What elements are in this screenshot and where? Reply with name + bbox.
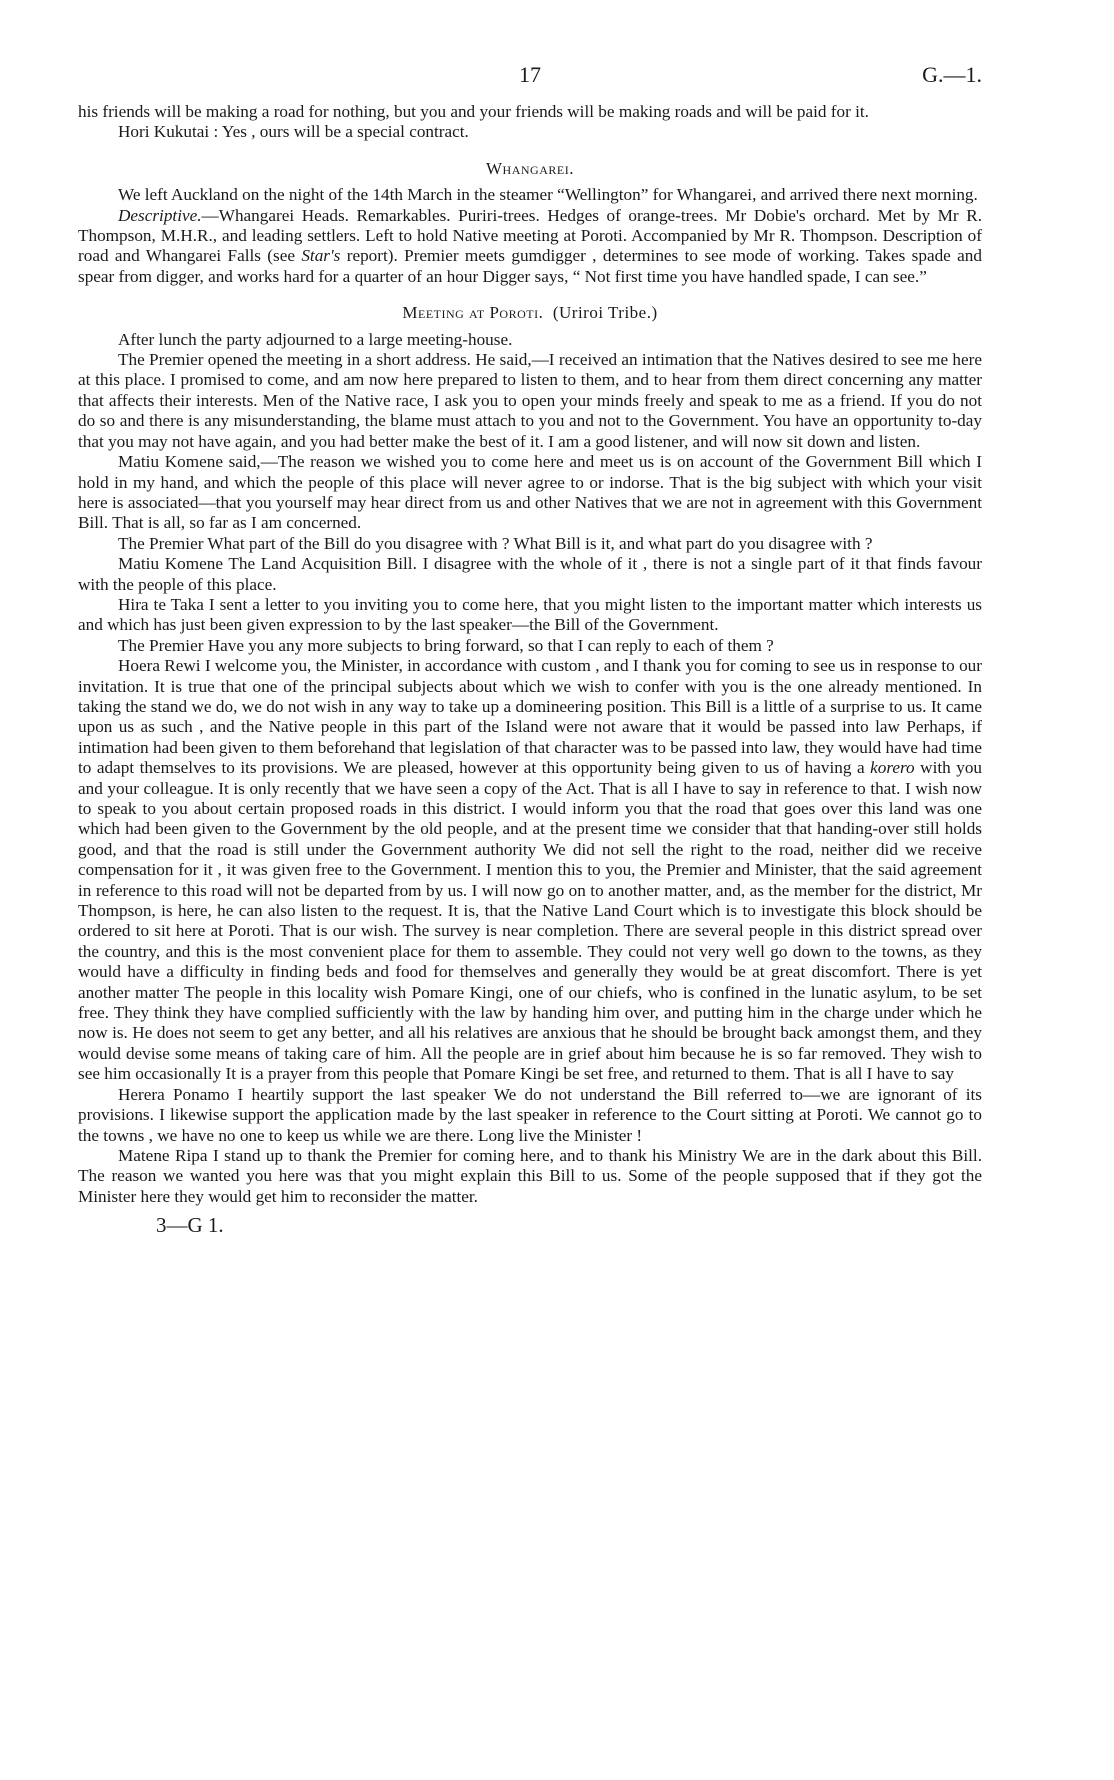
page-header: [78, 62, 982, 102]
descriptive-text-a: —Whangarei Heads. Remarkables. Puriri-trees. Hedges of orange-trees. Mr Dobie's orchard. Met by Mr R. Thompson, M.H.R., and leading settlers. Left to hold Native meeting at Poroti. Accompanied by Mr R. Thompson. Description of road and Whangarei Falls (see: [78, 205, 982, 266]
section-heading-whangarei: Whangarei.: [486, 158, 574, 178]
document-page: [78, 62, 982, 1238]
paragraph-premier-question: The Premier What part of the Bill do you disagree with ? What Bill is it, and what part do you disagree with ?: [118, 533, 873, 553]
descriptive-label: Descriptive.: [118, 205, 202, 225]
korero-word: korero: [870, 758, 915, 778]
paragraph-herera-ponamo: Herera Ponamo I heartily support the last speaker We do not understand the Bill referred to—we are ignorant of its provisions. I likewise support the application made by the last speaker in reference to the Court sitting at Poroti. We cannot go to the towns , we have no one to keep us while we are there. Long live the Minister !: [78, 1084, 982, 1145]
paragraph-continuation: his friends will be making a road for nothing, but you and your friends will be making roads and will be paid for it.: [78, 102, 869, 121]
paragraph-departure: We left Auckland on the night of the 14th March in the steamer “Wellington” for Whangarei, and arrived there next morning.: [118, 185, 978, 205]
paragraph-premier-address: The Premier opened the meeting in a short address. He said,—I received an intimation that the Natives desired to see me here at this place. I promised to come, and am now here prepared to listen to them, and to hear from them direct concerning any matter that affects their interests. Men of the Native race, I ask you to open your minds freely and speak to me as a friend. If you do not do so and there is any misunderstanding, the blame must attach to you and not to the Government. You have an opportunity to-day that you may not have again, and you had better make the best of it. I am a good listener, and will now sit down and listen.: [78, 350, 982, 451]
document-reference: G.—1.: [922, 62, 982, 87]
paragraph-hoera-rewi: [78, 656, 982, 1085]
paragraph-hira-te-taka: Hira te Taka I sent a letter to you inviting you to come here, that you might listen to the important matter which interests us and which has just been given expression to by the last speaker—the Bill of the Government.: [78, 594, 982, 635]
meeting-title: Meeting at Poroti.: [402, 303, 544, 323]
star-newspaper: Star's: [301, 246, 341, 266]
paragraph-premier-subjects: The Premier Have you any more subjects to bring forward, so that I can reply to each of them ?: [118, 635, 774, 655]
paragraph-hori-kukutai: Hori Kukutai : Yes , ours will be a special contract.: [118, 122, 469, 142]
paragraph-descriptive: [78, 206, 982, 288]
hoera-rewi-text-b: with you and your colleague. It is only recently that we have seen a copy of the Act. That is all I have to say in reference to that. I wish now to speak to you about certain proposed roads in this district. I would inform you that the road that goes over this land was one which had been given to the Government by the old people, and at the present time we consider that that handing-over still holds good, and that the road is still under the Government authority We did not sell the right to the road, neither did we receive compensation for it , it was given free to the Government. I mention this to you, the Premier and Minister, that the said agreement in reference to this road will not be departed from by us. I will now go on to another matter, and, as the member for the district, Mr Thompson, is here, he can also listen to the request. It is, that the Native Land Court which is to investigate this block should be ordered to sit here at Poroti. That is our wish. The survey is near completion. There are several people in this district spread over the country, and this is the most convenient place for them to assemble. They could not very well go down to the towns, as they would have a difficulty in finding beds and food for themselves and generally they would be at great discomfort. There is yet another matter The people in this locality wish Pomare Kingi, one of our chiefs, who is confined in the lunatic asylum, to be set free. They think they have complied sufficiently with the law by handing him over, and putting him in the charge under which he now is. He does not seem to get any better, and all his relatives are anxious that he should be brought back amongst them, and they would devise some means of taking care of him. All the people are in grief about him because he is so far removed. They wish to see him occasionally It is a prayer from this people that Pomare Kingi be set free, and returned to them. That is all I have to say: [78, 758, 983, 1084]
section-heading-poroti: [78, 303, 982, 323]
tribe-name: (Uriroi Tribe.): [552, 303, 658, 323]
paragraph-matene-ripa: Matene Ripa I stand up to thank the Premier for coming here, and to thank his Ministry We are in the dark about this Bill. The reason we wanted you here was that you might explain this Bill to us. Some of the people supposed that if they got the Minister here they would get him to reconsider the matter.: [78, 1145, 982, 1206]
page-number: 17: [519, 62, 541, 87]
hoera-rewi-text-a: Hoera Rewi I welcome you, the Minister, in accordance with custom , and I thank you for coming to see us in response to our invitation. It is true that one of the principal subjects about which we wish to confer with you is the one already mentioned. In taking the stand we do, we do not wish in any way to take up a domineering position. This Bill is a little of a surprise to us. It came upon us as such , and the Native people in this part of the Island were not aware that it would be passed into law Perhaps, if intimation had been given to them beforehand that legislation of that character was to be passed into law, they would have had time to adapt themselves to its provisions. We are pleased, however at this opportunity being given to us of having a: [78, 656, 982, 778]
paragraph-matiu-komene-1: Matiu Komene said,—The reason we wished you to come here and meet us is on account of the Government Bill which I hold in my hand, and which the people of this place will never agree to or indorse. That is the big subject with which your visit here is associated—that you yourself may hear direct from us and other Natives that we are not in agreement with this Government Bill. That is all, so far as I am concerned.: [78, 452, 982, 533]
body-text: [78, 102, 982, 1207]
printer-signature: 3—G 1.: [156, 1213, 224, 1238]
paragraph-lunch: After lunch the party adjourned to a large meeting-house.: [118, 329, 513, 349]
paragraph-matiu-komene-2: Matiu Komene The Land Acquisition Bill. I disagree with the whole of it , there is not a single part of it that finds favour with the people of this place.: [78, 554, 982, 594]
descriptive-text-b: report). Premier meets gumdigger , determines to see mode of working. Takes spade and spear from digger, and works hard for a quarter of an hour Digger says, “ Not first time you have handled spade, I can see.”: [78, 246, 982, 286]
